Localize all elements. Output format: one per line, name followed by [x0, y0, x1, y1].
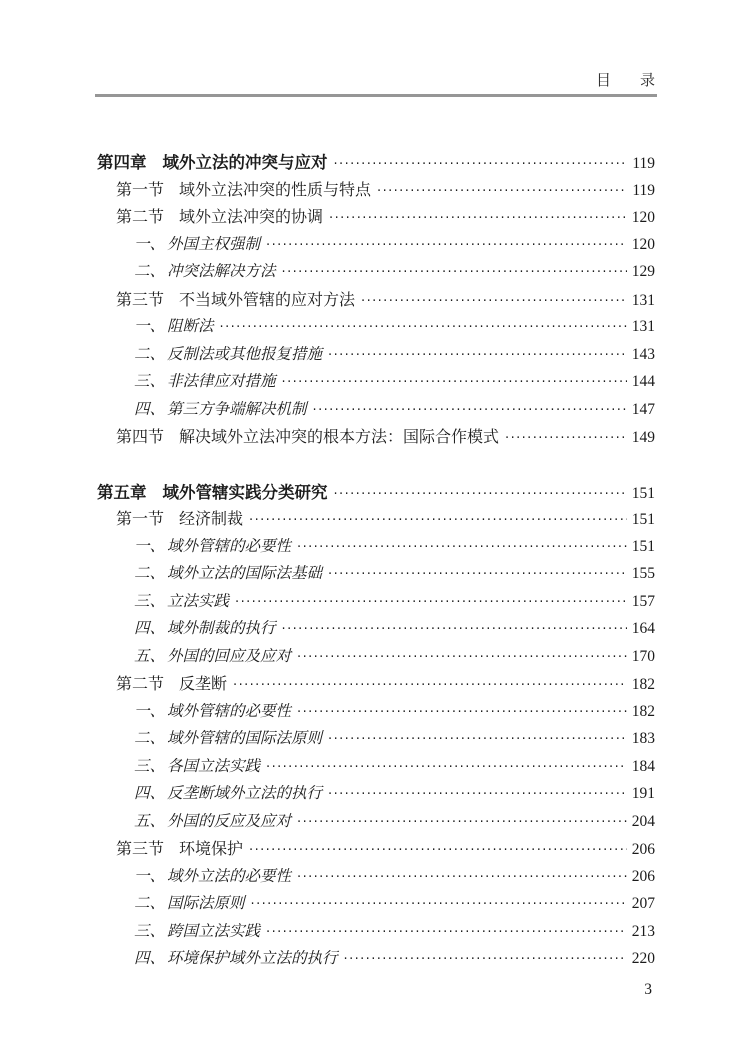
toc-entry-item: [97, 946, 655, 974]
toc-entry-label: 二、: [134, 730, 166, 747]
toc-dot-leader: [282, 263, 627, 281]
toc-dot-leader: [220, 318, 627, 336]
toc-entry-item: [97, 589, 655, 617]
toc-entry-item: [97, 232, 655, 260]
toc-entry-label: 一、: [134, 235, 166, 253]
toc-entry-title: 各国立法实践: [167, 757, 261, 775]
toc-dot-leader: [233, 676, 627, 694]
toc-entry-item: [97, 644, 655, 672]
toc-entry-item: [97, 754, 655, 782]
toc-entry-title: 环境保护域外立法的执行: [167, 950, 338, 967]
toc-entry-item: [97, 397, 655, 425]
toc-entry-label: 第五章: [97, 483, 147, 502]
toc-entry-title: 域外管辖实践分类研究: [162, 483, 328, 502]
toc-block: [97, 479, 655, 974]
toc-entry-label: 二、: [134, 263, 166, 280]
toc-entry-title: 第三方争端解决机制: [167, 400, 307, 418]
toc-page-number: 184: [631, 757, 655, 775]
toc-entry-label: 第四节: [116, 429, 165, 446]
toc-entry-label: 五、: [134, 647, 166, 665]
toc-entry-label: 一、: [134, 318, 166, 335]
toc-entry-title: 外国的反应及应对: [167, 812, 292, 830]
toc-entry-title: 国际法原则: [167, 895, 245, 912]
toc-page-number: 213: [631, 922, 655, 940]
toc-page-number: 119: [632, 181, 655, 199]
toc-page-number: 183: [631, 730, 655, 747]
toc-entry-title: 域外管辖的必要性: [167, 702, 292, 720]
toc-entry-item: [97, 726, 655, 754]
toc-entry-label: 四、: [134, 620, 166, 637]
toc-dot-leader: [328, 785, 627, 803]
toc-entry-label: 第四章: [97, 154, 147, 172]
toc-dot-leader: [344, 950, 627, 968]
toc-page-number: 191: [631, 785, 655, 802]
toc-entry-title: 环境保护: [179, 841, 244, 858]
toc-entry-chapter: [97, 149, 655, 177]
toc-list: [97, 149, 655, 974]
toc-dot-leader: [251, 895, 627, 913]
toc-entry-title: 冲突法解决方法: [167, 263, 276, 280]
toc-dot-leader: [235, 593, 627, 611]
running-head-title: 目 录: [595, 73, 662, 89]
toc-page-number: 147: [631, 400, 655, 418]
toc-page-number: 119: [632, 155, 655, 172]
toc-entry-label: 三、: [134, 592, 166, 610]
toc-dot-leader: [328, 565, 627, 583]
toc-entry-title: 域外管辖的国际法原则: [167, 730, 323, 747]
toc-page-number: 155: [631, 565, 655, 582]
toc-entry-label: 四、: [134, 785, 166, 802]
toc-entry-item: [97, 864, 655, 892]
toc-page-number: 120: [631, 209, 655, 226]
toc-entry-label: 二、: [134, 895, 166, 912]
toc-entry-title: 域外立法冲突的性质与特点: [179, 181, 372, 199]
toc-entry-item: [97, 891, 655, 919]
toc-entry-title: 域外立法的国际法基础: [167, 565, 323, 582]
toc-dot-leader: [266, 758, 627, 776]
toc-entry-item: [97, 616, 655, 644]
toc-entry-title: 解决域外立法冲突的根本方法：国际合作模式: [179, 429, 500, 446]
toc-dot-leader: [297, 813, 627, 831]
toc-dot-leader: [297, 703, 627, 721]
toc-dot-leader: [297, 538, 627, 556]
toc-entry-item: [97, 919, 655, 947]
toc-dot-leader: [282, 373, 627, 391]
toc-entry-section: [97, 287, 655, 315]
toc-entry-chapter: [97, 479, 655, 507]
toc-entry-label: 二、: [134, 345, 166, 363]
toc-dot-leader: [505, 429, 627, 447]
toc-page-number: 143: [631, 345, 655, 363]
toc-entry-item: [97, 259, 655, 287]
toc-dot-leader: [249, 511, 627, 529]
toc-entry-title: 域外管辖的必要性: [167, 537, 292, 555]
toc-entry-item: [97, 369, 655, 397]
toc-entry-item: [97, 809, 655, 837]
toc-entry-label: 四、: [134, 950, 166, 967]
toc-entry-item: [97, 314, 655, 342]
toc-page-number: 182: [631, 702, 655, 720]
toc-dot-leader: [377, 182, 627, 200]
toc-page-number: 149: [631, 429, 655, 446]
toc-dot-leader: [328, 346, 627, 364]
toc-entry-section: [97, 506, 655, 534]
toc-entry-title: 域外立法冲突的协调: [179, 209, 324, 226]
toc-entry-label: 一、: [134, 537, 166, 555]
toc-entry-label: 一、: [134, 702, 166, 720]
toc-page-number: 170: [631, 647, 655, 665]
toc-entry-section: [97, 836, 655, 864]
toc-block: [97, 149, 655, 452]
toc-entry-title: 域外制裁的执行: [167, 620, 276, 637]
toc-page-number: 151: [631, 511, 655, 528]
toc-entry-label: 四、: [134, 400, 166, 418]
toc-entry-title: 外国的回应及应对: [167, 647, 292, 665]
toc-entry-label: 三、: [134, 373, 166, 390]
toc-entry-title: 域外立法的必要性: [167, 867, 292, 885]
toc-entry-label: 二、: [134, 565, 166, 582]
toc-page-number: 151: [631, 537, 655, 555]
page-number-folio: 3: [644, 981, 652, 998]
toc-entry-label: 一、: [134, 867, 166, 885]
toc-dot-leader: [313, 401, 627, 419]
toc-entry-title: 域外立法的冲突与应对: [162, 154, 328, 172]
toc-entry-label: 第三节: [116, 291, 165, 309]
toc-dot-leader: [361, 292, 627, 310]
toc-page-number: 131: [631, 318, 655, 335]
toc-dot-leader: [266, 236, 627, 254]
toc-entry-title: 立法实践: [167, 592, 230, 610]
toc-page-number: 129: [631, 263, 655, 280]
toc-page-number: 220: [631, 950, 655, 967]
toc-entry-item: [97, 534, 655, 562]
toc-entry-item: [97, 699, 655, 727]
toc-entry-section: [97, 424, 655, 452]
toc-entry-section: [97, 204, 655, 232]
toc-entry-label: 第三节: [116, 841, 165, 858]
toc-page-number: 206: [631, 841, 655, 858]
toc-entry-label: 第二节: [116, 676, 165, 693]
toc-page-number: 182: [631, 676, 655, 693]
toc-dot-leader: [297, 648, 627, 666]
toc-page-number: 144: [631, 373, 655, 390]
toc-entry-title: 反制法或其他报复措施: [167, 345, 323, 363]
toc-entry-title: 反垄断: [179, 676, 228, 693]
toc-dot-leader: [266, 923, 627, 941]
toc-dot-leader: [334, 154, 628, 173]
toc-entry-section: [97, 671, 655, 699]
toc-entry-label: 第一节: [116, 181, 165, 199]
toc-page-number: 206: [631, 867, 655, 885]
toc-page-number: 120: [631, 235, 655, 253]
toc-dot-leader: [249, 841, 627, 859]
toc-page-number: 164: [631, 620, 655, 637]
toc-entry-label: 第一节: [116, 511, 165, 528]
toc-entry-title: 不当域外管辖的应对方法: [179, 291, 356, 309]
toc-entry-label: 三、: [134, 922, 166, 940]
toc-page-number: 157: [631, 592, 655, 610]
toc-entry-item: [97, 561, 655, 589]
toc-entry-title: 跨国立法实践: [167, 922, 261, 940]
toc-page-number: 131: [631, 291, 655, 309]
toc-dot-leader: [334, 484, 628, 503]
toc-page-number: 207: [631, 895, 655, 912]
toc-dot-leader: [282, 620, 627, 638]
toc-entry-title: 非法律应对措施: [167, 373, 276, 390]
toc-dot-leader: [297, 868, 627, 886]
toc-dot-leader: [328, 730, 627, 748]
toc-entry-label: 第二节: [116, 209, 165, 226]
toc-entry-label: 三、: [134, 757, 166, 775]
toc-page-number: 151: [631, 484, 655, 502]
toc-entry-section: [97, 177, 655, 205]
header-rule: [95, 94, 657, 97]
toc-entry-title: 外国主权强制: [167, 235, 261, 253]
toc-entry-label: 五、: [134, 812, 166, 830]
toc-entry-title: 经济制裁: [179, 511, 244, 528]
toc-entry-title: 反垄断域外立法的执行: [167, 785, 323, 802]
toc-entry-title: 阻断法: [167, 318, 214, 335]
toc-page-number: 204: [631, 812, 655, 830]
toc-entry-item: [97, 781, 655, 809]
toc-dot-leader: [329, 209, 627, 227]
toc-entry-item: [97, 342, 655, 370]
